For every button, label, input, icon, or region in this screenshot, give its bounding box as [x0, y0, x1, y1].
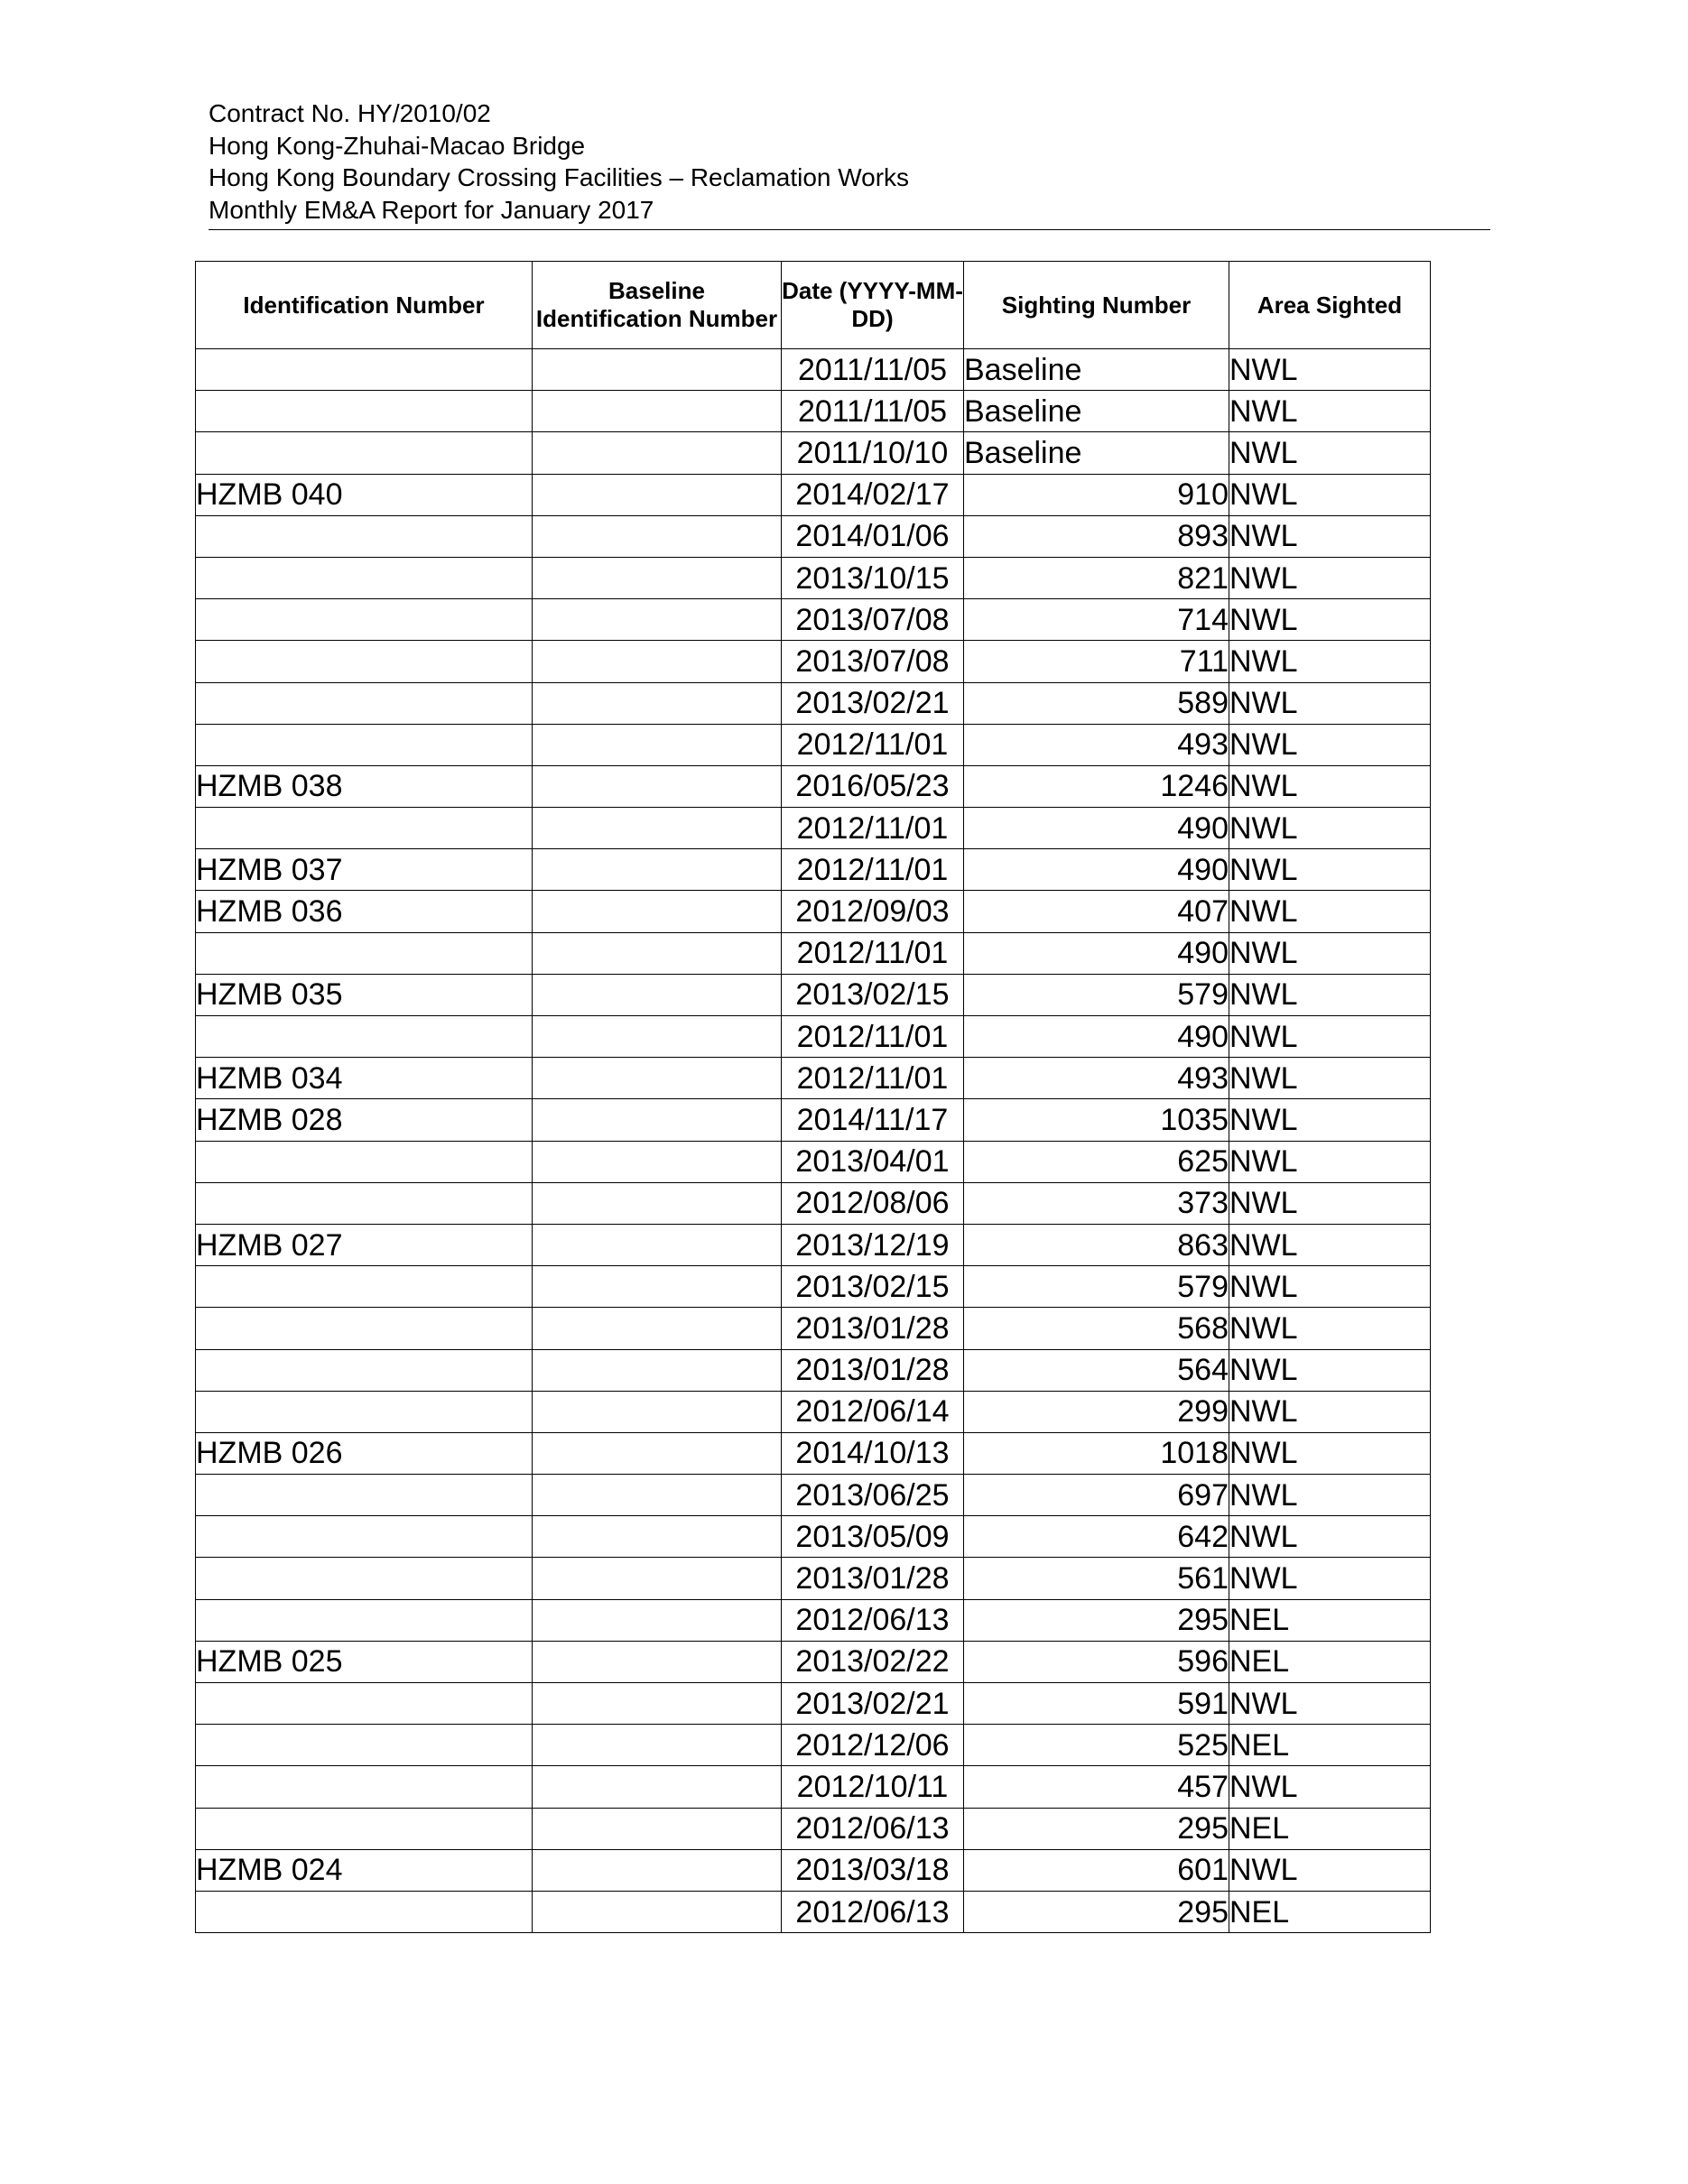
sighting-number-cell: 295: [964, 1808, 1229, 1849]
date-cell: 2012/12/06: [782, 1725, 964, 1766]
baseline-identification-cell: [533, 1766, 782, 1808]
sighting-number-cell: 910: [964, 474, 1229, 515]
sighting-number-cell: 299: [964, 1391, 1229, 1432]
table-body: [196, 349, 1431, 1933]
baseline-identification-cell: [533, 1182, 782, 1224]
identification-number-cell: [196, 391, 533, 432]
sighting-number-cell: 1018: [964, 1432, 1229, 1474]
baseline-identification-cell: [533, 765, 782, 807]
identification-number-cell: [196, 1766, 533, 1808]
identification-number-cell: HZMB 036: [196, 891, 533, 932]
sighting-number-cell: 642: [964, 1516, 1229, 1558]
baseline-identification-cell: [533, 1558, 782, 1599]
baseline-identification-cell: [533, 1516, 782, 1558]
area-sighted-cell: NWL: [1229, 849, 1431, 891]
baseline-identification-cell: [533, 1058, 782, 1099]
date-cell: 2014/10/13: [782, 1432, 964, 1474]
area-sighted-cell: NWL: [1229, 1766, 1431, 1808]
identification-number-cell: [196, 1266, 533, 1308]
sighting-number-cell: 295: [964, 1891, 1229, 1932]
baseline-identification-cell: [533, 557, 782, 598]
date-cell: 2013/02/22: [782, 1641, 964, 1682]
identification-number-cell: HZMB 040: [196, 474, 533, 515]
identification-number-cell: HZMB 035: [196, 974, 533, 1015]
table-row: [196, 432, 1431, 474]
baseline-identification-cell: [533, 682, 782, 724]
sighting-number-cell: Baseline: [964, 349, 1229, 391]
area-sighted-cell: NWL: [1229, 1475, 1431, 1516]
area-sighted-cell: NWL: [1229, 349, 1431, 391]
table-row: [196, 891, 1431, 932]
baseline-identification-cell: [533, 1016, 782, 1058]
baseline-identification-cell: [533, 891, 782, 932]
identification-number-cell: [196, 1516, 533, 1558]
table-row: [196, 1558, 1431, 1599]
table-row: [196, 1349, 1431, 1391]
sighting-number-cell: 568: [964, 1308, 1229, 1349]
date-cell: 2011/11/05: [782, 391, 964, 432]
sighting-number-cell: 564: [964, 1349, 1229, 1391]
sighting-number-cell: 863: [964, 1224, 1229, 1265]
table-row: [196, 1725, 1431, 1766]
table-row: [196, 1683, 1431, 1725]
area-sighted-cell: NWL: [1229, 1308, 1431, 1349]
baseline-identification-cell: [533, 1475, 782, 1516]
baseline-identification-cell: [533, 432, 782, 474]
area-sighted-cell: NWL: [1229, 557, 1431, 598]
area-sighted-cell: NWL: [1229, 1432, 1431, 1474]
date-cell: 2013/01/28: [782, 1308, 964, 1349]
date-cell: 2012/06/14: [782, 1391, 964, 1432]
area-sighted-cell: NEL: [1229, 1599, 1431, 1641]
baseline-identification-cell: [533, 1891, 782, 1932]
area-sighted-cell: NWL: [1229, 1683, 1431, 1725]
area-sighted-cell: NWL: [1229, 391, 1431, 432]
identification-number-cell: [196, 682, 533, 724]
identification-number-cell: [196, 724, 533, 765]
area-sighted-cell: NWL: [1229, 1141, 1431, 1182]
table-row: [196, 1099, 1431, 1141]
table-row: [196, 1182, 1431, 1224]
table-row: [196, 1432, 1431, 1474]
identification-number-cell: [196, 1725, 533, 1766]
baseline-identification-cell: [533, 932, 782, 974]
baseline-identification-cell: [533, 1099, 782, 1141]
sighting-number-cell: Baseline: [964, 391, 1229, 432]
sighting-number-cell: 493: [964, 1058, 1229, 1099]
date-cell: 2012/11/01: [782, 808, 964, 849]
identification-number-cell: HZMB 026: [196, 1432, 533, 1474]
report-title: Monthly EM&A Report for January 2017: [209, 195, 654, 224]
area-sighted-cell: NWL: [1229, 891, 1431, 932]
date-cell: 2013/06/25: [782, 1475, 964, 1516]
sighting-number-cell: 589: [964, 682, 1229, 724]
table-row: [196, 974, 1431, 1015]
date-cell: 2013/01/28: [782, 1558, 964, 1599]
baseline-identification-cell: [533, 1599, 782, 1641]
sighting-number-cell: 893: [964, 515, 1229, 557]
baseline-identification-cell: [533, 1391, 782, 1432]
area-sighted-cell: NWL: [1229, 1182, 1431, 1224]
date-cell: 2013/10/15: [782, 557, 964, 598]
date-cell: 2012/10/11: [782, 1766, 964, 1808]
area-sighted-cell: NEL: [1229, 1808, 1431, 1849]
table-row: [196, 932, 1431, 974]
baseline-identification-cell: [533, 1641, 782, 1682]
date-cell: 2012/11/01: [782, 1016, 964, 1058]
table-row: [196, 1266, 1431, 1308]
project-subtitle: Hong Kong Boundary Crossing Facilities – Reclamation Works: [209, 163, 910, 191]
baseline-identification-cell: [533, 641, 782, 682]
date-cell: 2014/11/17: [782, 1099, 964, 1141]
identification-number-cell: [196, 808, 533, 849]
sighting-number-cell: 561: [964, 1558, 1229, 1599]
identification-number-cell: [196, 1891, 533, 1932]
date-cell: 2011/11/05: [782, 349, 964, 391]
area-sighted-cell: NEL: [1229, 1725, 1431, 1766]
date-cell: 2013/02/21: [782, 1683, 964, 1725]
sighting-number-cell: 625: [964, 1141, 1229, 1182]
date-cell: 2013/07/08: [782, 641, 964, 682]
baseline-identification-cell: [533, 1266, 782, 1308]
area-sighted-cell: NWL: [1229, 641, 1431, 682]
area-sighted-cell: NWL: [1229, 1349, 1431, 1391]
area-sighted-cell: NWL: [1229, 808, 1431, 849]
area-sighted-cell: NWL: [1229, 1558, 1431, 1599]
date-cell: 2012/06/13: [782, 1599, 964, 1641]
area-sighted-cell: NEL: [1229, 1641, 1431, 1682]
identification-number-cell: HZMB 034: [196, 1058, 533, 1099]
date-cell: 2013/02/15: [782, 974, 964, 1015]
table-row: [196, 1641, 1431, 1682]
sighting-number-cell: 711: [964, 641, 1229, 682]
sighting-number-cell: 714: [964, 599, 1229, 641]
date-cell: 2013/02/21: [782, 682, 964, 724]
sighting-number-cell: 579: [964, 974, 1229, 1015]
sighting-number-cell: 493: [964, 724, 1229, 765]
baseline-identification-cell: [533, 515, 782, 557]
area-sighted-cell: NWL: [1229, 724, 1431, 765]
identification-number-cell: HZMB 025: [196, 1641, 533, 1682]
table-row: [196, 599, 1431, 641]
baseline-identification-cell: [533, 474, 782, 515]
table-row: [196, 1475, 1431, 1516]
date-cell: 2013/05/09: [782, 1516, 964, 1558]
area-sighted-cell: NWL: [1229, 1266, 1431, 1308]
header-divider: [209, 229, 1490, 230]
identification-number-cell: [196, 599, 533, 641]
table-row: [196, 849, 1431, 891]
baseline-identification-cell: [533, 974, 782, 1015]
identification-number-cell: HZMB 038: [196, 765, 533, 807]
identification-number-cell: [196, 1808, 533, 1849]
sighting-number-cell: 295: [964, 1599, 1229, 1641]
date-cell: 2012/11/01: [782, 932, 964, 974]
table-row: [196, 349, 1431, 391]
date-cell: 2012/08/06: [782, 1182, 964, 1224]
table-row: [196, 1849, 1431, 1891]
identification-number-cell: [196, 1182, 533, 1224]
identification-number-cell: [196, 932, 533, 974]
project-name: Hong Kong-Zhuhai-Macao Bridge: [209, 131, 586, 160]
sighting-number-cell: 1035: [964, 1099, 1229, 1141]
area-sighted-cell: NWL: [1229, 432, 1431, 474]
date-cell: 2013/12/19: [782, 1224, 964, 1265]
identification-number-cell: HZMB 024: [196, 1849, 533, 1891]
sighting-number-cell: 697: [964, 1475, 1229, 1516]
baseline-identification-cell: [533, 1308, 782, 1349]
baseline-identification-cell: [533, 724, 782, 765]
table-row: [196, 1224, 1431, 1265]
area-sighted-cell: NWL: [1229, 515, 1431, 557]
column-header-baseline-identification-number: Baseline Identification Number: [533, 262, 782, 349]
date-cell: 2013/07/08: [782, 599, 964, 641]
identification-number-cell: [196, 1599, 533, 1641]
identification-number-cell: [196, 1016, 533, 1058]
baseline-identification-cell: [533, 1725, 782, 1766]
table-row: [196, 474, 1431, 515]
sighting-number-cell: 407: [964, 891, 1229, 932]
date-cell: 2014/02/17: [782, 474, 964, 515]
table-row: [196, 724, 1431, 765]
sighting-number-cell: 601: [964, 1849, 1229, 1891]
sighting-number-cell: 457: [964, 1766, 1229, 1808]
column-header-area-sighted: Area Sighted: [1229, 262, 1431, 349]
sighting-number-cell: Baseline: [964, 432, 1229, 474]
table-row: [196, 1016, 1431, 1058]
table-row: [196, 765, 1431, 807]
table-row: [196, 808, 1431, 849]
contract-number: Contract No. HY/2010/02: [209, 99, 491, 127]
sighting-number-cell: 591: [964, 1683, 1229, 1725]
table-row: [196, 1391, 1431, 1432]
date-cell: 2013/01/28: [782, 1349, 964, 1391]
sighting-number-cell: 821: [964, 557, 1229, 598]
baseline-identification-cell: [533, 1683, 782, 1725]
baseline-identification-cell: [533, 599, 782, 641]
table-row: [196, 515, 1431, 557]
area-sighted-cell: NWL: [1229, 474, 1431, 515]
date-cell: 2016/05/23: [782, 765, 964, 807]
identification-number-cell: [196, 1391, 533, 1432]
sighting-number-cell: 525: [964, 1725, 1229, 1766]
date-cell: 2014/01/06: [782, 515, 964, 557]
identification-number-cell: [196, 1558, 533, 1599]
baseline-identification-cell: [533, 391, 782, 432]
area-sighted-cell: NWL: [1229, 1516, 1431, 1558]
baseline-identification-cell: [533, 349, 782, 391]
identification-number-cell: [196, 349, 533, 391]
column-header-date: Date (YYYY-MM-DD): [782, 262, 964, 349]
identification-number-cell: [196, 515, 533, 557]
table-row: [196, 1766, 1431, 1808]
baseline-identification-cell: [533, 1432, 782, 1474]
identification-number-cell: [196, 1308, 533, 1349]
table-row: [196, 557, 1431, 598]
table-row: [196, 1599, 1431, 1641]
area-sighted-cell: NWL: [1229, 932, 1431, 974]
table-row: [196, 1891, 1431, 1932]
table-row: [196, 1516, 1431, 1558]
identification-number-cell: HZMB 027: [196, 1224, 533, 1265]
date-cell: 2013/02/15: [782, 1266, 964, 1308]
identification-number-cell: [196, 1349, 533, 1391]
table-row: [196, 1141, 1431, 1182]
baseline-identification-cell: [533, 1224, 782, 1265]
date-cell: 2012/06/13: [782, 1891, 964, 1932]
area-sighted-cell: NWL: [1229, 1016, 1431, 1058]
table-row: [196, 1308, 1431, 1349]
identification-number-cell: [196, 1141, 533, 1182]
area-sighted-cell: NWL: [1229, 682, 1431, 724]
sighting-number-cell: 490: [964, 849, 1229, 891]
date-cell: 2012/11/01: [782, 1058, 964, 1099]
sighting-number-cell: 490: [964, 932, 1229, 974]
area-sighted-cell: NWL: [1229, 1849, 1431, 1891]
identification-number-cell: [196, 1475, 533, 1516]
sighting-number-cell: 490: [964, 1016, 1229, 1058]
table-row: [196, 1058, 1431, 1099]
baseline-identification-cell: [533, 849, 782, 891]
area-sighted-cell: NWL: [1229, 1224, 1431, 1265]
baseline-identification-cell: [533, 1808, 782, 1849]
baseline-identification-cell: [533, 1349, 782, 1391]
sighting-number-cell: 1246: [964, 765, 1229, 807]
sighting-number-cell: 596: [964, 1641, 1229, 1682]
identification-number-cell: [196, 641, 533, 682]
baseline-identification-cell: [533, 1849, 782, 1891]
table-header-row: [196, 262, 1431, 349]
table-row: [196, 391, 1431, 432]
table-row: [196, 641, 1431, 682]
table-row: [196, 1808, 1431, 1849]
column-header-sighting-number: Sighting Number: [964, 262, 1229, 349]
date-cell: 2011/10/10: [782, 432, 964, 474]
sighting-number-cell: 579: [964, 1266, 1229, 1308]
identification-number-cell: [196, 432, 533, 474]
area-sighted-cell: NWL: [1229, 765, 1431, 807]
table-row: [196, 682, 1431, 724]
date-cell: 2013/04/01: [782, 1141, 964, 1182]
identification-number-cell: [196, 1683, 533, 1725]
sightings-table: [195, 261, 1431, 1933]
date-cell: 2012/09/03: [782, 891, 964, 932]
baseline-identification-cell: [533, 1141, 782, 1182]
sighting-number-cell: 373: [964, 1182, 1229, 1224]
area-sighted-cell: NWL: [1229, 974, 1431, 1015]
identification-number-cell: [196, 557, 533, 598]
area-sighted-cell: NEL: [1229, 1891, 1431, 1932]
column-header-identification-number: Identification Number: [196, 262, 533, 349]
date-cell: 2012/11/01: [782, 849, 964, 891]
area-sighted-cell: NWL: [1229, 1391, 1431, 1432]
area-sighted-cell: NWL: [1229, 1058, 1431, 1099]
date-cell: 2012/11/01: [782, 724, 964, 765]
identification-number-cell: HZMB 028: [196, 1099, 533, 1141]
baseline-identification-cell: [533, 808, 782, 849]
date-cell: 2012/06/13: [782, 1808, 964, 1849]
document-header: [209, 97, 1490, 226]
area-sighted-cell: NWL: [1229, 599, 1431, 641]
identification-number-cell: HZMB 037: [196, 849, 533, 891]
sighting-number-cell: 490: [964, 808, 1229, 849]
area-sighted-cell: NWL: [1229, 1099, 1431, 1141]
date-cell: 2013/03/18: [782, 1849, 964, 1891]
